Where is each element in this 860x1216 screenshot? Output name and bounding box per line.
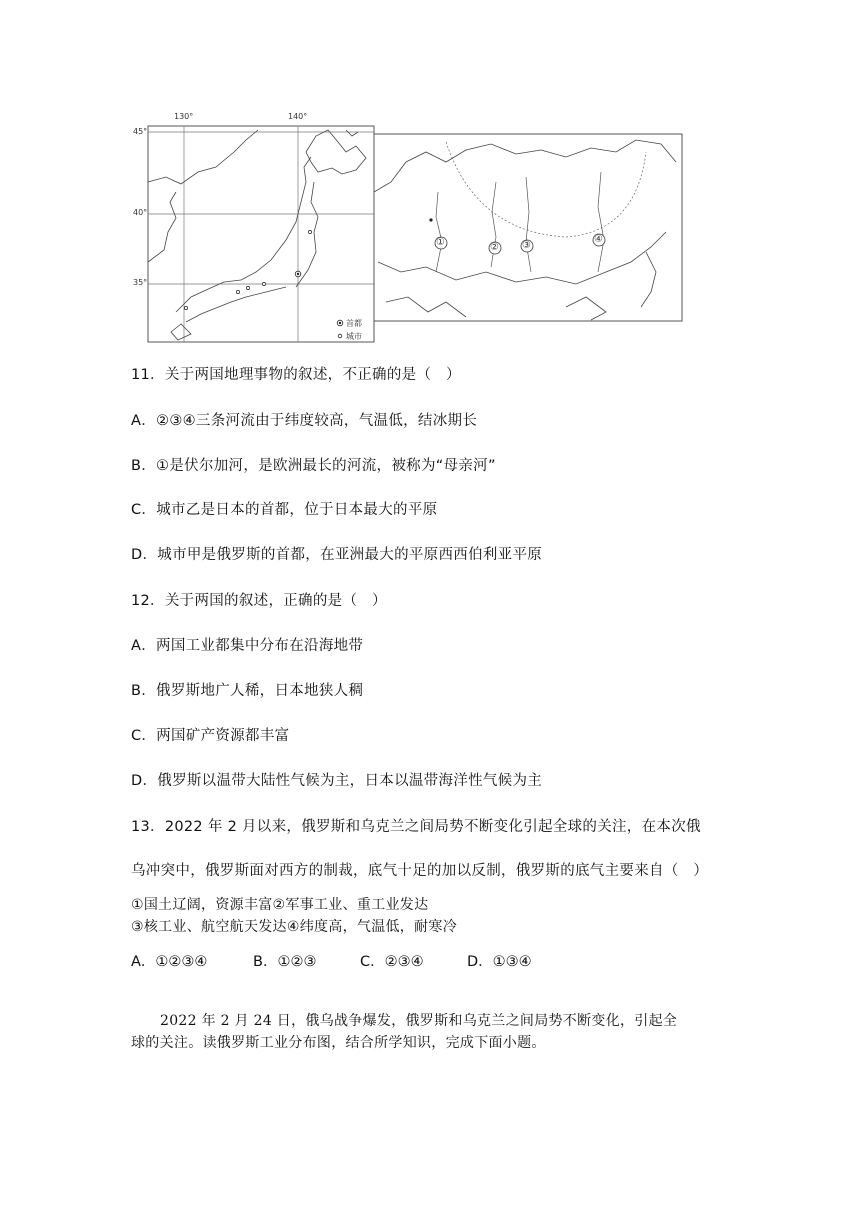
q11-option-c: C．城市乙是日本的首都，位于日本最大的平原 [131,502,438,518]
q13-option-d: D．①③④ [467,954,532,970]
legend-capital-label: 首都 [346,319,362,328]
q11-option-b: B．①是伏尔加河，是欧洲最长的河流，被称为“母亲河” [131,458,496,474]
river-marker-3: ③ [522,240,531,251]
lat-label-35: 35° [133,278,148,287]
q12-stem: 12．关于两国的叙述，正确的是（ ） [131,593,387,609]
legend-city-label: 城市 [346,332,362,341]
lon-label-130: 130° [174,112,194,121]
river-marker-2: ② [490,242,499,253]
river-marker-4: ④ [594,234,603,245]
q13-option-a: A．①②③④ [131,954,208,970]
q12-option-b: B．俄罗斯地广人稀，日本地狭人稠 [131,683,364,699]
q13-statement-2: ③核工业、航空航天发达④纬度高，气温低，耐寒冷 [131,919,457,935]
river-marker-1: ① [436,237,445,248]
q13-statement-1: ①国土辽阔，资源丰富②军事工业、重工业发达 [131,897,429,913]
map-labels [0,0,860,350]
intro-line-2: 球的关注。读俄罗斯工业分布图，结合所学知识，完成下面小题。 [131,1035,546,1051]
q13-stem-line1: 13．2022 年 2 月以来，俄罗斯和乌克兰之间局势不断变化引起全球的关注，在本次俄 [131,819,701,835]
q11-option-a: A．②③④三条河流由于纬度较高，气温低，结冰期长 [131,413,478,429]
lat-label-40: 40° [133,208,148,217]
lon-label-140: 140° [288,112,308,121]
q11-stem: 11．关于两国地理事物的叙述，不正确的是（ ） [131,367,461,383]
q13-option-b: B．①②③ [253,954,317,970]
q13-option-c: C．②③④ [360,954,424,970]
lat-label-45: 45° [133,127,148,136]
q13-stem-line2: 乌冲突中，俄罗斯面对西方的制裁，底气十足的加以反制，俄罗斯的底气主要来自（ ） [131,863,709,879]
q12-option-a: A．两国工业都集中分布在沿海地带 [131,638,364,654]
q12-option-c: C．两国矿产资源都丰富 [131,728,290,744]
q11-option-d: D．城市甲是俄罗斯的首都，在亚洲最大的平原西西伯利亚平原 [131,547,543,563]
intro-line-1: 2022 年 2 月 24 日，俄乌战争爆发，俄罗斯和乌克兰之间局势不断变化，引起全 [160,1013,678,1029]
q12-option-d: D．俄罗斯以温带大陆性气候为主，日本以温带海洋性气候为主 [131,773,543,789]
